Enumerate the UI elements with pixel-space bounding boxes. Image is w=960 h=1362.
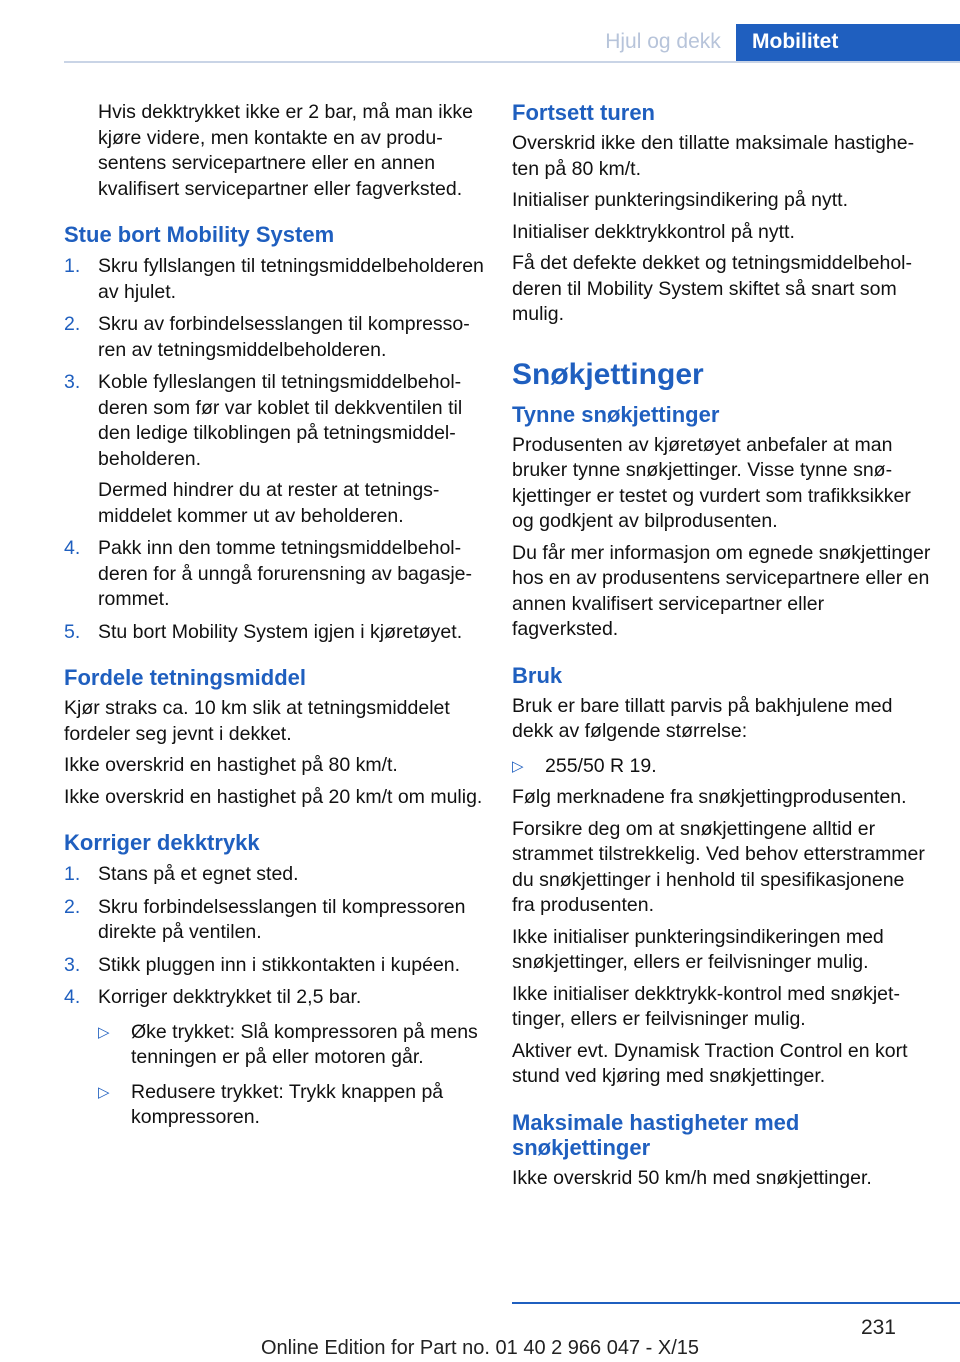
left-column — [64, 100, 484, 1131]
paragraph: Få det defekte dekket og tetningsmiddelbeholderen til Mobility System skiftet så snart som mulig. — [512, 252, 913, 325]
step-text: Pakk inn den tomme tetningsmiddelbeholderen for å unngå forurensning av bagasjerommet. — [98, 537, 473, 610]
bullet-text: Redusere trykket: Trykk knappen på kompressoren. — [131, 1080, 444, 1128]
step-number: 3. — [64, 953, 81, 976]
step-note: Dermed hindrer du at rester at tetningsmiddelet kommer ut av beholderen. — [98, 479, 440, 527]
section-max-speed — [512, 1110, 932, 1192]
list-item — [64, 895, 484, 946]
edition-footer: Online Edition for Part no. 01 40 2 966 047 - X/15 — [260, 1337, 700, 1359]
tire-size-list — [512, 754, 932, 780]
step-text: Stikk pluggen inn i stikkontakten i kupéen. — [98, 953, 461, 976]
paragraph: Ikke initialiser punkteringsindikeringen med snøkjettinger, ellers er feilvisninger mulig. — [512, 925, 884, 973]
list-item — [512, 754, 932, 780]
heading-max-speed: Maksimale hastigheter med snøkjettinger — [512, 1109, 800, 1160]
paragraph: Produsenten av kjøretøyet anbefaler at man bruker tynne snøkjettinger. Visse tynne snøkjettinger er testet og vurdert som trafikksikker og godkjent av bilprodusenten. — [512, 433, 911, 532]
list-item — [64, 370, 484, 529]
page-number: 231 — [860, 1316, 896, 1339]
heading-use: Bruk — [512, 662, 563, 688]
list-item — [64, 536, 484, 613]
step-number: 1. — [64, 863, 81, 885]
heading-continue: Fortsett turen — [512, 100, 655, 125]
intro-paragraph: Hvis dekktrykket ikke er 2 bar, må man ikke kjøre videre, men kontakte en av produsentens servicepartnere eller en annen kvalifisert servicepartner eller fagverksted. — [98, 101, 473, 200]
right-column — [512, 100, 932, 1191]
list-item — [64, 953, 484, 979]
paragraph: Bruk er bare tillatt parvis på bakhjulene med dekk av følgende størrelse: — [512, 694, 893, 742]
header-rule — [64, 61, 960, 63]
section-distribute — [64, 665, 484, 810]
list-item — [64, 254, 484, 305]
bullet-text: 255/50 R 19. — [545, 754, 657, 777]
correct-steps — [64, 862, 484, 1131]
paragraph: Initialiser punkteringsindikering på nytt. — [512, 189, 849, 211]
paragraph: Du får mer informasjon om egnede snøkjettinger hos en av produsentens servicepartnere eller en annen kvalifisert servicepartner eller fagverksted. — [512, 541, 931, 640]
triangle-bullet-icon: ▷ — [98, 1083, 110, 1101]
heading-snow-chains: Snøkjettinger — [512, 357, 704, 391]
list-item — [64, 862, 484, 888]
paragraph: Ikke initialiser dekktrykk-kontrol med snøkjettinger, ellers er feilvisninger mulig. — [512, 982, 900, 1030]
stow-steps — [64, 254, 484, 645]
step-number: 3. — [64, 371, 81, 393]
step-number: 1. — [64, 255, 81, 277]
paragraph: Initialiser dekktrykkontrol på nytt. — [512, 220, 795, 243]
heading-stow: Stue bort Mobility System — [64, 222, 335, 247]
paragraph: Aktiver evt. Dynamisk Traction Control en kort stund ved kjøring med snøkjettinger. — [512, 1039, 908, 1087]
paragraph: Overskrid ikke den tillatte maksimale hastigheten på 80 km/t. — [512, 132, 915, 180]
section-use — [512, 663, 932, 1090]
section-correct — [64, 830, 484, 1131]
paragraph: Ikke overskrid en hastighet på 80 km/t. — [64, 754, 398, 776]
footer-rule — [512, 1302, 960, 1304]
list-item — [64, 620, 484, 646]
paragraph: Forsikre deg om at snøkjettingene alltid er strammet tilstrekkelig. Ved behov etterstrammer du snøkjettinger i henhold til spesifikasjonene fra produsenten. — [512, 817, 925, 916]
triangle-bullet-icon: ▷ — [98, 1023, 110, 1041]
paragraph: Kjør straks ca. 10 km slik at tetningsmiddelet fordeler seg jevnt i dekket. — [64, 697, 450, 745]
step-text: Skru forbindelsesslangen til kompressoren direkte på ventilen. — [98, 895, 466, 943]
triangle-bullet-icon: ▷ — [512, 757, 524, 775]
chapter-tab[interactable]: Mobilitet — [736, 24, 960, 62]
step-text: Korriger dekktrykket til 2,5 bar. — [98, 986, 362, 1008]
step-text: Skru av forbindelsesslangen til kompressoren av tetningsmiddelbeholderen. — [98, 313, 470, 361]
list-item — [98, 1020, 484, 1071]
bullet-text: Øke trykket: Slå kompressoren på mens tenningen er på eller motoren går. — [131, 1020, 478, 1068]
step-number: 5. — [64, 620, 81, 643]
step-number: 4. — [64, 986, 81, 1008]
paragraph: Følg merknadene fra snøkjettingprodusenten. — [512, 786, 907, 808]
section-stow — [64, 222, 484, 645]
step-text: Koble fylleslangen til tetningsmiddelbeholderen som før var koblet til dekkventilen til den ledige tilkoblingen på tetningsmiddelbeholderen. — [98, 371, 463, 470]
heading-thin-chains: Tynne snøkjettinger — [512, 401, 720, 427]
step-text: Skru fyllslangen til tetningsmiddelbeholderen av hjulet. — [98, 255, 484, 303]
step-number: 2. — [64, 895, 81, 918]
step-text: Stans på et egnet sted. — [98, 863, 299, 885]
paragraph: Ikke overskrid 50 km/h med snøkjettinger. — [512, 1166, 872, 1189]
step-number: 4. — [64, 537, 81, 559]
list-item — [98, 1080, 484, 1131]
paragraph: Ikke overskrid en hastighet på 20 km/t om mulig. — [64, 785, 483, 808]
heading-distribute: Fordele tetningsmiddel — [64, 665, 307, 690]
list-item — [64, 985, 484, 1131]
list-item — [64, 312, 484, 363]
heading-correct: Korriger dekktrykk — [64, 830, 260, 855]
step-text: Stu bort Mobility System igjen i kjøretøyet. — [98, 620, 463, 643]
pressure-sub-list — [98, 1020, 484, 1131]
section-thin-chains — [512, 402, 932, 643]
step-number: 2. — [64, 313, 81, 335]
section-tab[interactable]: Hjul og dekk — [605, 30, 721, 53]
section-continue — [512, 100, 932, 328]
